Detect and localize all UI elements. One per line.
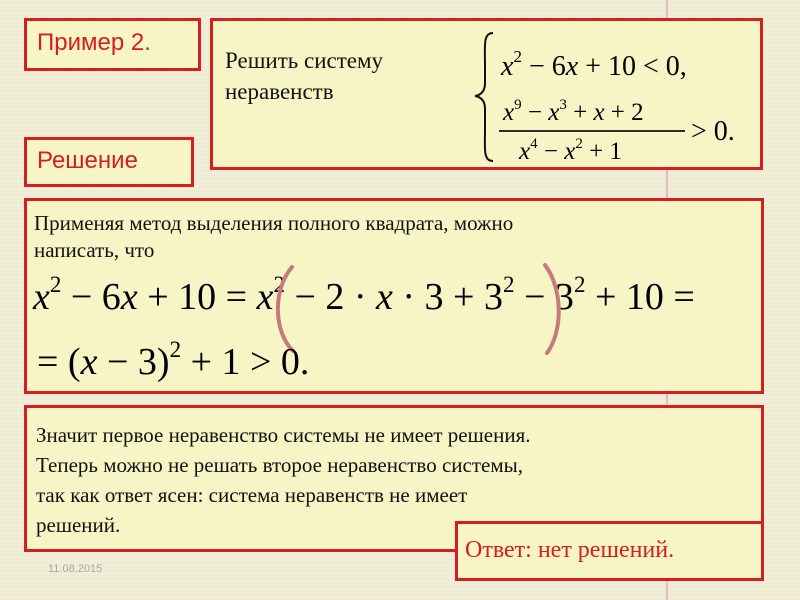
- formula-line-2: = $(x - 3)^2 + 1 > 0$.: [37, 337, 310, 383]
- conclusion-line-1: Значит первое неравенство системы не имеет решения.: [36, 423, 531, 447]
- conclusion-line-4: решений.: [36, 513, 121, 537]
- formula-line-1: $x^2 - 6x + 10 = x^2 - 2 \cdot x \cdot 3 + 3^2 - 3^2 + 10$ =: [33, 272, 695, 318]
- inequality-system-formula: [463, 25, 763, 167]
- conclusion-line-2: Теперь можно не решать второе неравенство системы,: [36, 453, 523, 477]
- slide-date: 11.08.2015: [48, 563, 103, 575]
- method-box: [24, 198, 764, 394]
- system-brace: [475, 33, 493, 161]
- method-text-line-1: Применяя метод выделения полного квадрата, можно: [34, 211, 514, 235]
- example-box: [24, 18, 201, 71]
- answer-box: [455, 521, 764, 581]
- task-box: [210, 18, 763, 170]
- second-inequality-denominator: $x^4 - x^2 + 1$: [519, 136, 622, 165]
- method-text: [34, 210, 754, 264]
- solution-box: [24, 137, 194, 187]
- task-text-line-1: Решить систему: [225, 48, 384, 73]
- answer-text: Ответ: нет решений.: [465, 537, 675, 563]
- second-inequality-rhs: > 0.: [691, 116, 735, 147]
- conclusion-line-3: так как ответ ясен: система неравенств не имеет: [36, 483, 468, 507]
- solution-title: Решение: [37, 147, 138, 174]
- second-inequality-numerator: $x^9 - x^3 + x + 2$: [503, 97, 644, 126]
- first-inequality: $x^2 - 6x + 10 < 0$,: [501, 47, 687, 82]
- example-title: Пример 2.: [37, 29, 151, 56]
- task-text: [225, 45, 455, 107]
- task-text-line-2: неравенств: [225, 79, 334, 104]
- completing-square-formula: [27, 259, 761, 391]
- method-text-line-2: написать, что: [34, 238, 155, 262]
